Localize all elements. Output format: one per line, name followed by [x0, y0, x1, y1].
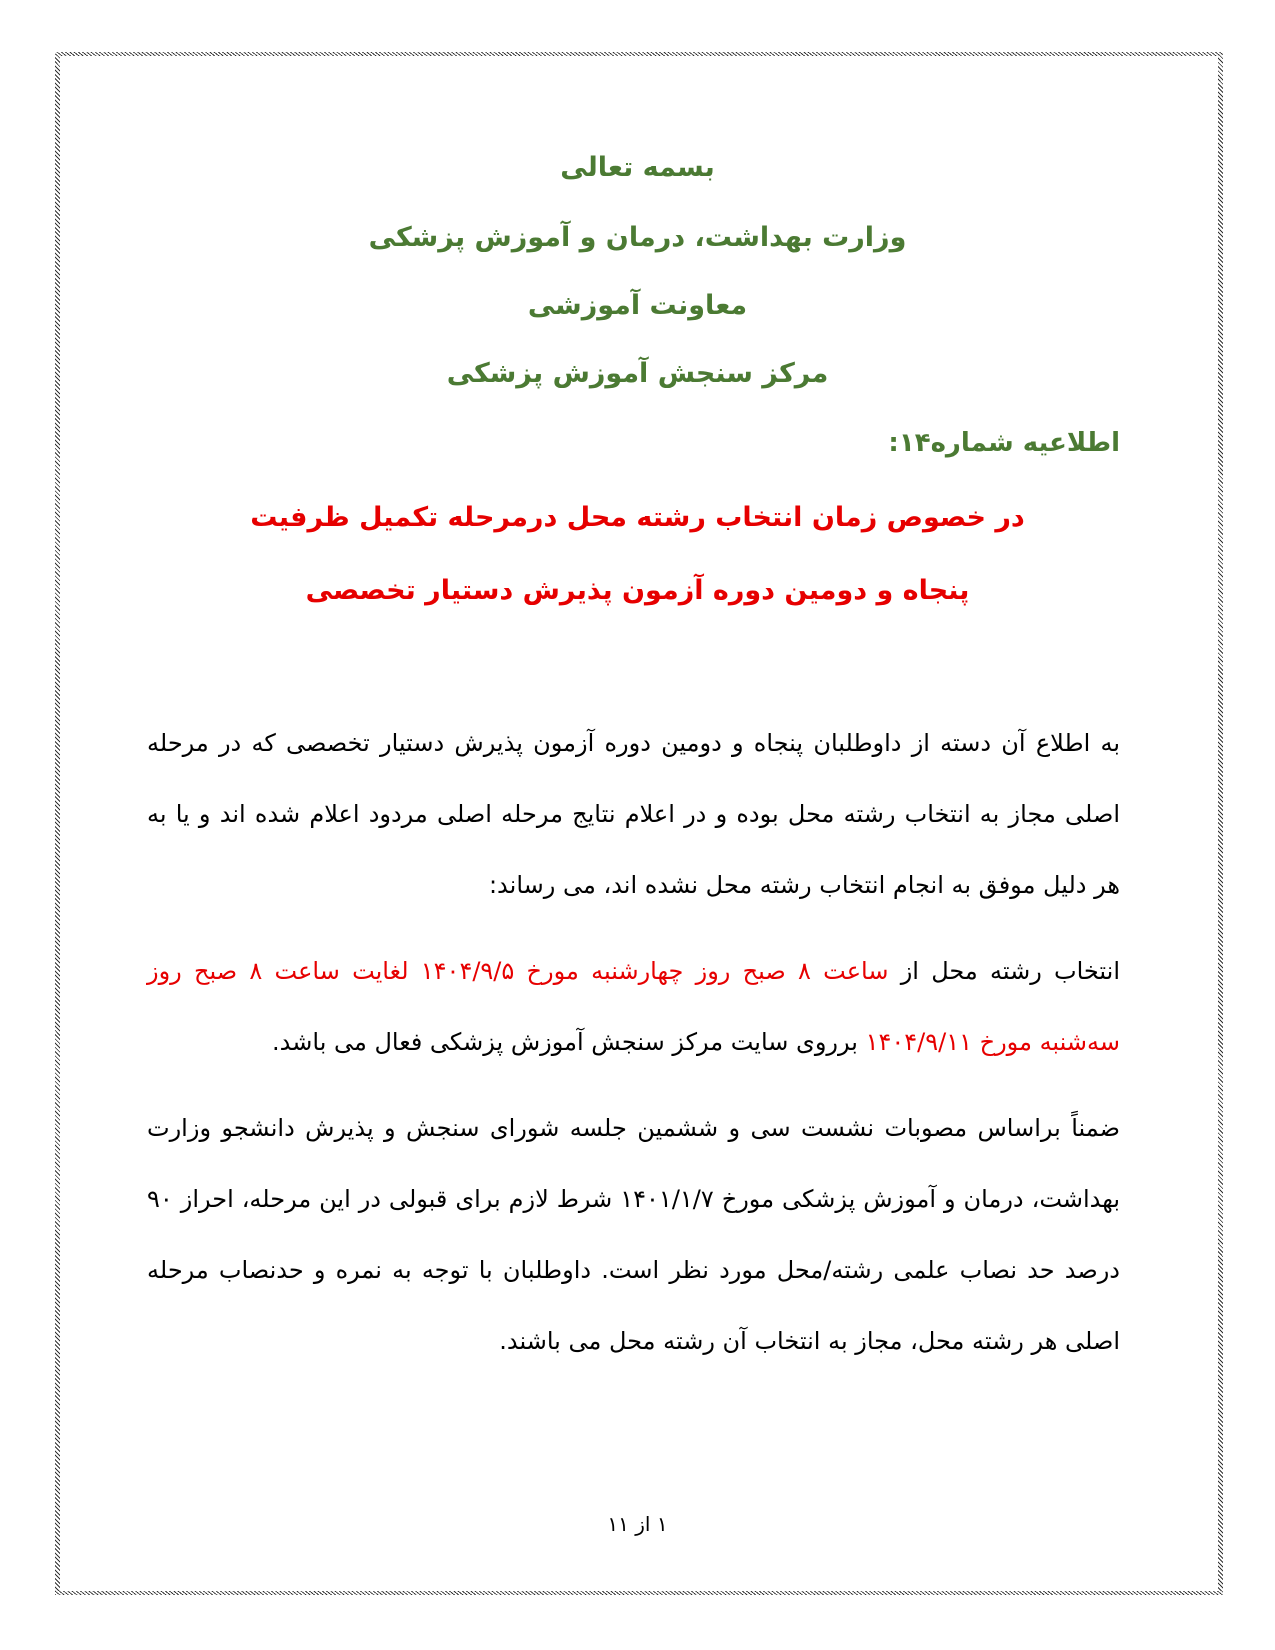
schedule-lead: انتخاب رشته محل از — [888, 957, 1121, 985]
schedule-tail: برروی سایت مرکز سنجش آموزش پزشکی فعال می باشد. — [272, 1028, 866, 1056]
body-text — [147, 708, 1120, 1392]
paragraph-conditions: ضمناً براساس مصوبات نشست سی و ششمین جلسه شورای سنجش و پذیرش دانشجو وزارت بهداشت، درمان و آموزش پزشکی مورخ ۱۴۰۱/۱/۷ شرط لازم برای قبولی در این مرحله، احراز ۹۰ درصد حد نصاب علمی رشته/محل مورد نظر است. داوطلبان با توجه به نمره و حدنصاب مرحله اصلی هر رشته محل، مجاز به انتخاب آن رشته محل می باشند. — [147, 1114, 1121, 1355]
schedule-date-range: ساعت ۸ صبح روز چهارشنبه مورخ ۱۴۰۴/۹/۵ لغایت ساعت ۸ صبح روز سه‌شنبه مورخ ۱۴۰۴/۹/۱۱ — [147, 957, 1120, 1056]
paragraph-schedule — [147, 936, 1120, 1078]
page-indicator: ۱ از ۱۱ — [607, 1512, 668, 1536]
deputy-heading: معاونت آموزشی — [527, 290, 748, 321]
invocation-heading: بسمه تعالی — [560, 152, 715, 183]
center-heading: مرکز سنجش آموزش پزشکی — [446, 358, 829, 389]
notice-number: اطلاعیه شماره۱۴: — [888, 428, 1120, 458]
paragraph-intro: به اطلاع آن دسته از داوطلبان پنجاه و دومین دوره آزمون پذیرش دستیار تخصصی که در مرحله اصلی مجاز به انتخاب رشته محل بوده و در اعلام نتایج مرحله اصلی مردود اعلام شده اند و یا به هر دلیل موفق به انجام انتخاب رشته محل نشده اند، می رساند: — [147, 729, 1120, 899]
subject-line-2: پنجاه و دومین دوره آزمون پذیرش دستیار تخصصی — [305, 575, 970, 606]
subject-line-1: در خصوص زمان انتخاب رشته محل درمرحله تکمیل ظرفیت — [250, 502, 1025, 533]
ministry-heading: وزارت بهداشت، درمان و آموزش پزشکی — [368, 222, 907, 253]
